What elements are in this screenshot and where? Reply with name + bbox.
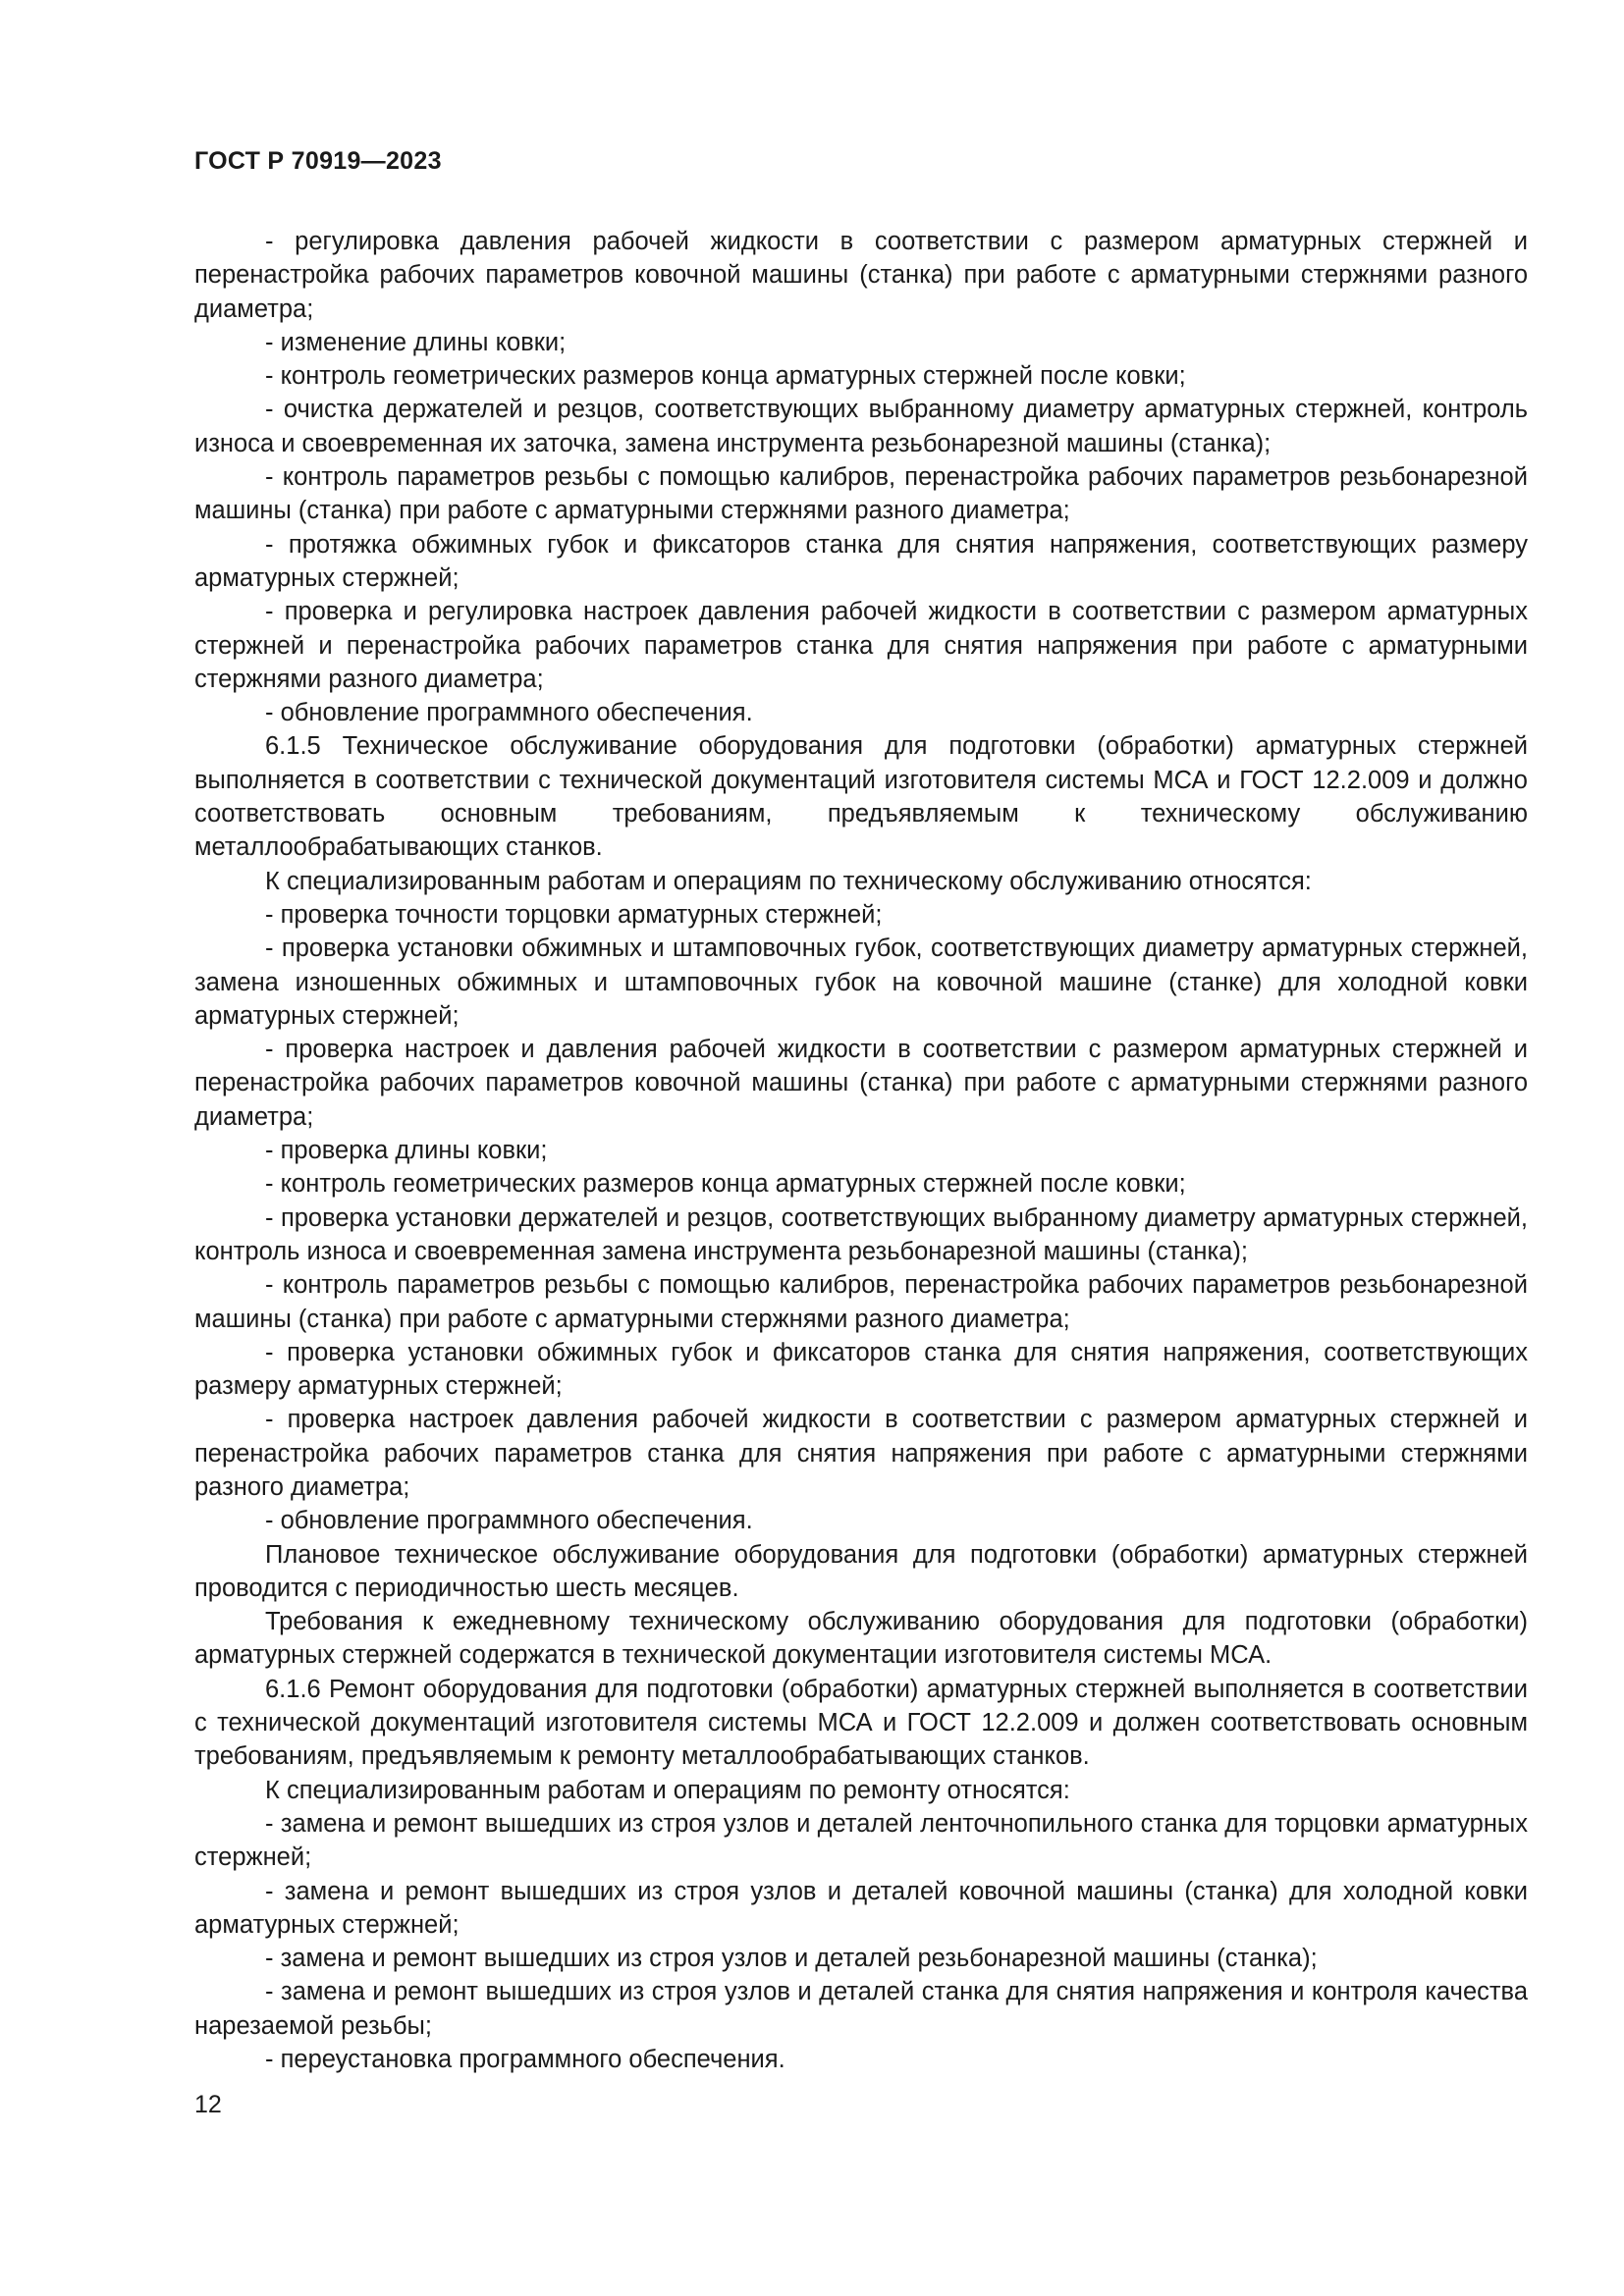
paragraph: - проверка установки держателей и резцов, соответствующих выбранному диаметру арматурных стержней, контроль износа и своевременная замена инструмента резьбонарезной машины (станка); [194,1203,1528,1265]
paragraph: Плановое техническое обслуживание оборудования для подготовки (обработки) арматурных стержней проводится с периодичностью шесть месяцев. [194,1540,1528,1602]
paragraph: - замена и ремонт вышедших из строя узлов и деталей ковочной машины (станка) для холодной ковки арматурных стержней; [194,1877,1528,1939]
paragraph: - проверка точности торцовки арматурных стержней; [265,900,883,929]
paragraph: - переустановка программного обеспечения. [265,2046,785,2074]
paragraph: - проверка настроек давления рабочей жидкости в соответствии с размером арматурных стержней и перенастройка рабочих параметров станка для снятия напряжения при работе с арматурными стержнями разного диаметра; [194,1406,1528,1501]
paragraph: - контроль геометрических размеров конца арматурных стержней после ковки; [265,1170,1186,1199]
paragraph: - проверка длины ковки; [265,1137,548,1165]
paragraph: - замена и ремонт вышедших из строя узлов и деталей ленточнопильного станка для торцовки арматурных стержней; [194,1809,1528,1872]
paragraph: - проверка и регулировка настроек давления рабочей жидкости в соответствии с размером арматурных стержней и перенастройка рабочих параметров станка для снятия напряжения при работе с арматурными стержнями разного диаметра; [194,598,1528,693]
paragraph: - замена и ремонт вышедших из строя узлов и деталей резьбонарезной машины (станка); [265,1945,1318,1973]
paragraph: - протяжка обжимных губок и фиксаторов станка для снятия напряжения, соответствующих размеру арматурных стержней; [194,530,1528,592]
paragraph: - обновление программного обеспечения. [265,699,753,727]
paragraph: - регулировка давления рабочей жидкости в соответствии с размером арматурных стержней и перенастройка рабочих параметров ковочной машины (станка) при работе с арматурными стержнями разного диаметра; [194,228,1528,323]
paragraph: - контроль параметров резьбы с помощью калибров, перенастройка рабочих параметров резьбонарезной машины (станка) при работе с арматурными стержнями разного диаметра; [194,463,1528,525]
paragraph: - проверка настроек и давления рабочей жидкости в соответствии с размером арматурных стержней и перенастройка рабочих параметров ковочной машины (станка) при работе с арматурными стержнями разного диаметра; [194,1036,1528,1131]
paragraph: - проверка установки обжимных и штамповочных губок, соответствующих диаметру арматурных стержней, замена изношенных обжимных и штамповочных губок на ковочной машине (станке) для холодной ковки арматурных стержней; [194,934,1528,1030]
paragraph: - контроль параметров резьбы с помощью калибров, перенастройка рабочих параметров резьбонарезной машины (станка) при работе с арматурными стержнями разного диаметра; [194,1271,1528,1333]
paragraph: К специализированным работам и операциям по ремонту относятся: [265,1776,1070,1804]
paragraph: К специализированным работам и операциям по техническому обслуживанию относятся: [265,867,1312,895]
paragraph: - контроль геометрических размеров конца арматурных стержней после ковки; [265,362,1186,391]
paragraph: - проверка установки обжимных губок и фиксаторов станка для снятия напряжения, соответствующих размеру арматурных стержней; [194,1338,1528,1401]
document-body [194,225,1528,2076]
section-6-1-5-paragraph: 6.1.5 Техническое обслуживание оборудования для подготовки (обработки) арматурных стержней выполняется в соответствии с технической документаций изготовителя системы МСА и ГОСТ 12.2.009 и должно соответствовать основным требованиям, предъявляемым к техническому обслуживанию металлообрабатывающих станков. [194,732,1528,862]
document-code-header: ГОСТ Р 70919—2023 [194,147,442,175]
paragraph: - обновление программного обеспечения. [265,1507,753,1535]
page-number: 12 [194,2091,222,2118]
paragraph: - изменение длины ковки; [265,328,567,356]
paragraph: - очистка держателей и резцов, соответствующих выбранному диаметру арматурных стержней, контроль износа и своевременная их заточка, замена инструмента резьбонарезной машины (станка); [194,396,1528,457]
paragraph: - замена и ремонт вышедших из строя узлов и деталей станка для снятия напряжения и контроля качества нарезаемой резьбы; [194,1978,1528,2040]
section-6-1-6-paragraph: 6.1.6 Ремонт оборудования для подготовки (обработки) арматурных стержней выполняется в соответствии с технической документаций изготовителя системы МСА и ГОСТ 12.2.009 и должен соответствовать основным требованиям, предъявляемым к ремонту металлообрабатывающих станков. [194,1675,1528,1771]
paragraph: Требования к ежедневному техническому обслуживанию оборудования для подготовки (обработки) арматурных стержней содержатся в технической документации изготовителя системы МСА. [194,1608,1528,1670]
